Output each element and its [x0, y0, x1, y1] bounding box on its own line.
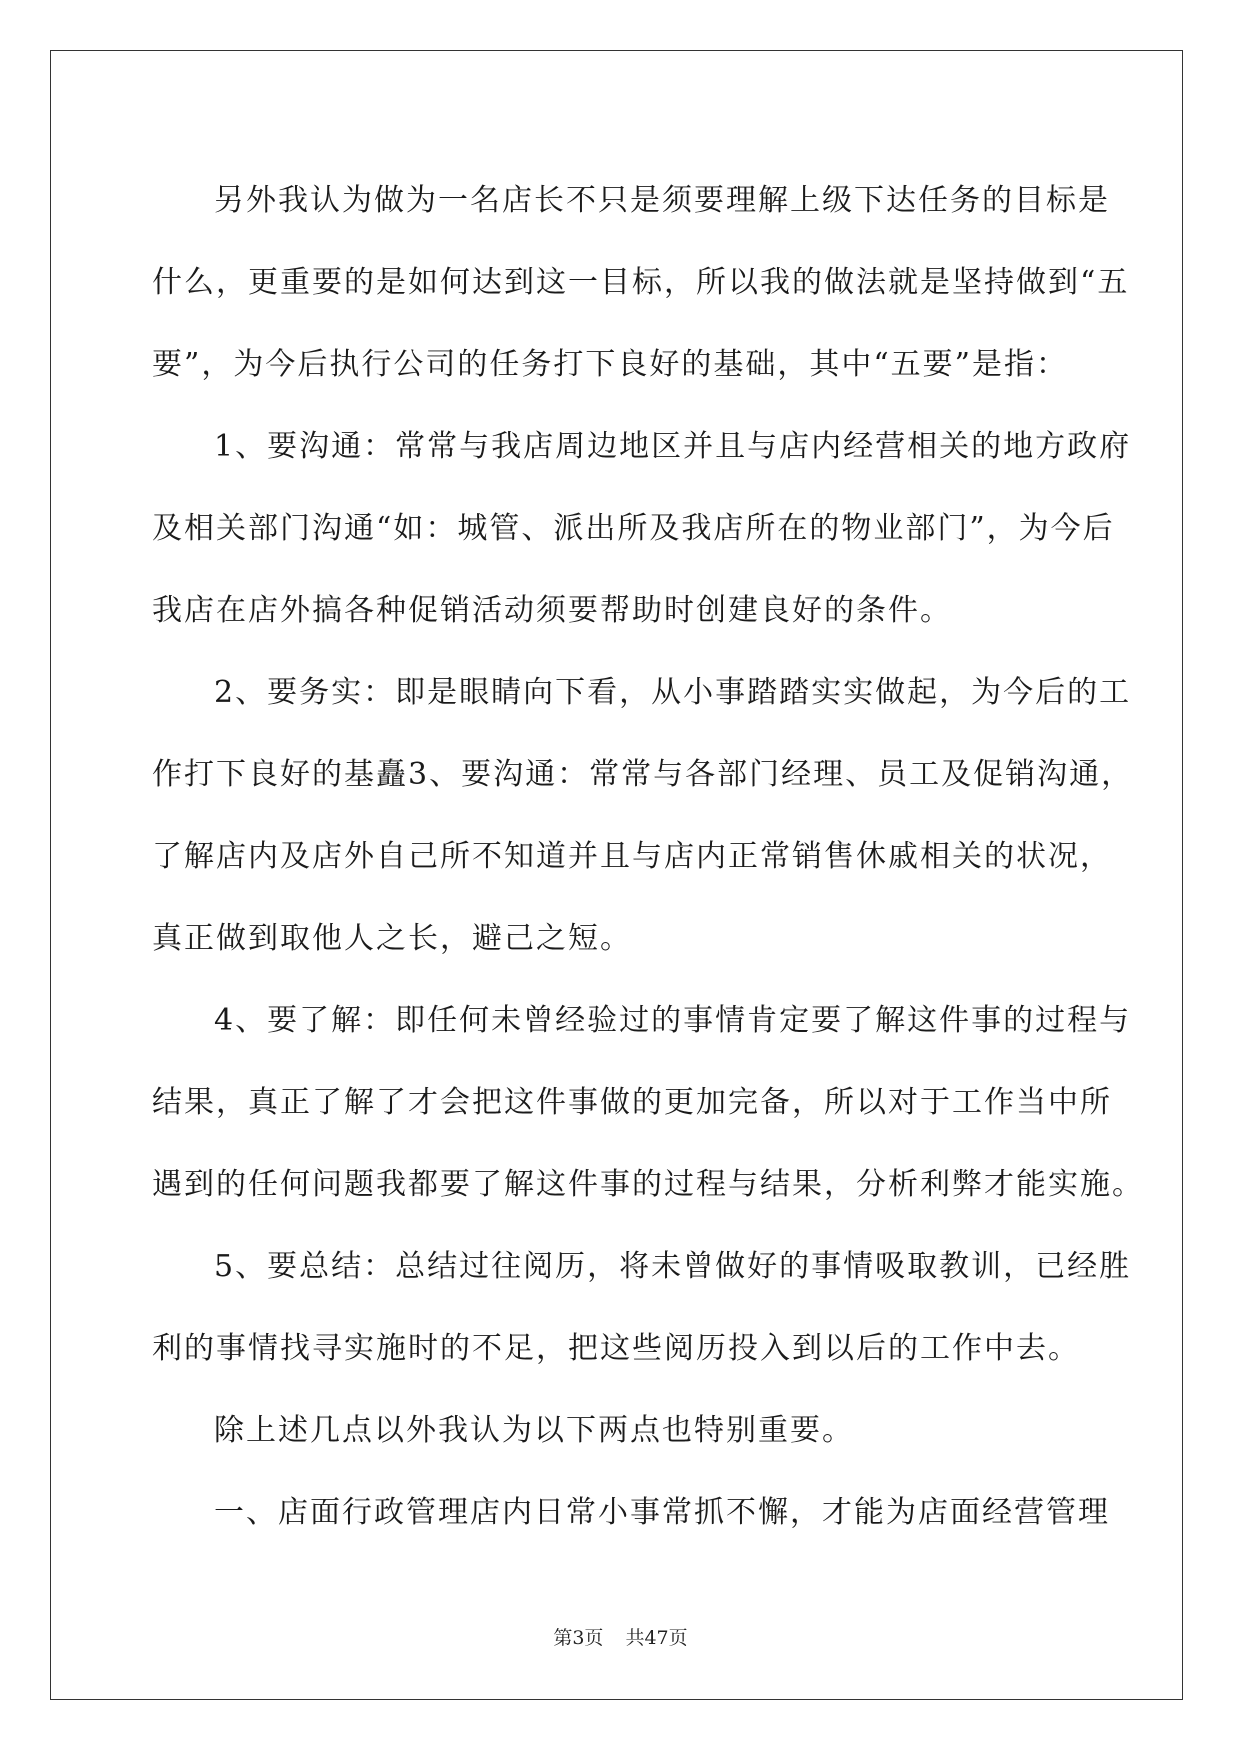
document-body	[152, 160, 1144, 1554]
paragraph-line: 什么，更重要的是如何达到这一目标，所以我的做法就是坚持做到“五	[152, 265, 1130, 300]
paragraph-line: 了解店内及店外自己所不知道并且与店内正常销售休戚相关的状况，	[152, 839, 1112, 874]
paragraph-line: 除上述几点以外我认为以下两点也特别重要。	[214, 1413, 854, 1448]
paragraph-line: 结果，真正了解了才会把这件事做的更加完备，所以对于工作当中所	[152, 1085, 1112, 1120]
paragraph-line: 及相关部门沟通“如：城管、派出所及我店所在的物业部门”，为今后	[152, 511, 1115, 546]
paragraph-line: 真正做到取他人之长，避己之短。	[152, 921, 632, 956]
paragraph-line: 另外我认为做为一名店长不只是须要理解上级下达任务的目标是	[214, 183, 1110, 218]
total-pages: 共47页	[625, 1627, 688, 1649]
paragraph-line: 利的事情找寻实施时的不足，把这些阅历投入到以后的工作中去。	[152, 1331, 1080, 1366]
paragraph-line: 作打下良好的基矗3、要沟通：常常与各部门经理、员工及促销沟通，	[152, 757, 1134, 792]
paragraph-line: 遇到的任何问题我都要了解这件事的过程与结果，分析利弊才能实施。	[152, 1167, 1144, 1202]
paragraph-line: 我店在店外搞各种促销活动须要帮助时创建良好的条件。	[152, 593, 952, 628]
paragraph-line: 2、要务实：即是眼睛向下看，从小事踏踏实实做起，为今后的工	[214, 675, 1132, 710]
paragraph-line: 1、要沟通：常常与我店周边地区并且与店内经营相关的地方政府	[214, 429, 1132, 464]
paragraph-line: 4、要了解：即任何未曾经验过的事情肯定要了解这件事的过程与	[214, 1003, 1132, 1038]
paragraph-line: 5、要总结：总结过往阅历，将未曾做好的事情吸取教训，已经胜	[214, 1249, 1132, 1284]
page-footer	[0, 1623, 1241, 1650]
page-number: 第3页	[553, 1627, 604, 1649]
paragraph-line: 要”，为今后执行公司的任务打下良好的基础，其中“五要”是指：	[152, 347, 1069, 382]
paragraph-line: 一、店面行政管理店内日常小事常抓不懈，才能为店面经营管理	[214, 1495, 1110, 1530]
